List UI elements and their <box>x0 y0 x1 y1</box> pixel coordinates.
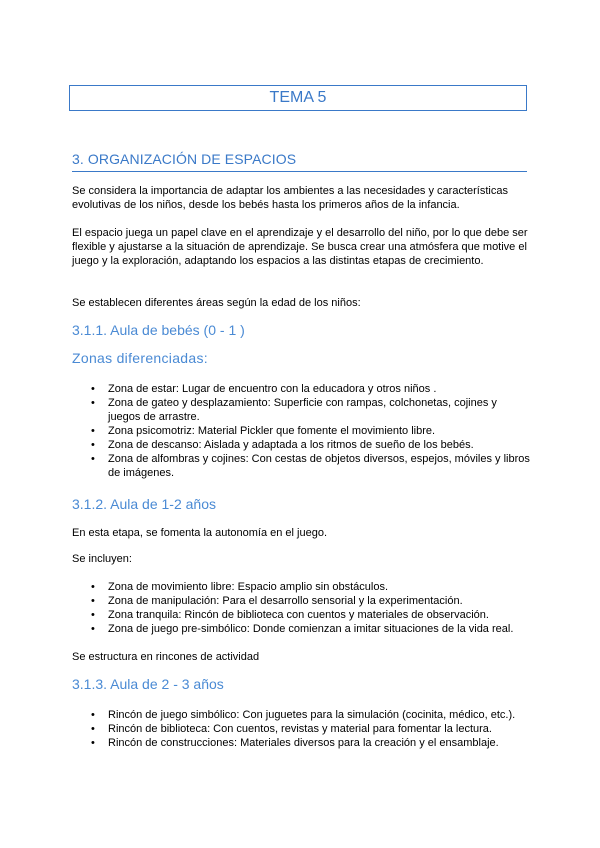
intro-paragraph-3: Se establecen diferentes áreas según la edad de los niños: <box>72 297 361 309</box>
list-item: • Zona de movimiento libre: Espacio amplio sin obstáculos. <box>72 580 532 594</box>
list-item: • Zona de descanso: Aislada y adaptada a los ritmos de sueño de los bebés. <box>72 438 532 452</box>
list-item: • Zona de alfombras y cojines: Con cestas de objetos diversos, espejos, móviles y libros de imágenes. <box>72 452 532 480</box>
section-heading: 3. ORGANIZACIÓN DE ESPACIOS <box>72 151 297 167</box>
zones-heading: Zonas diferenciadas: <box>72 350 208 366</box>
list-item: • Rincón de biblioteca: Con cuentos, revistas y material para fomentar la lectura. <box>72 722 532 736</box>
aula-1-2-list <box>72 580 532 636</box>
list-item: • Zona de estar: Lugar de encuentro con la educadora y otros niños . <box>72 382 532 396</box>
aula-2-3-list <box>72 708 532 750</box>
document-title: TEMA 5 <box>69 85 527 111</box>
aula-1-2-closing: Se estructura en rincones de actividad <box>72 651 260 663</box>
list-item: • Zona de gateo y desplazamiento: Superficie con rampas, colchonetas, cojines y juegos de arrastre. <box>72 396 532 424</box>
list-item: • Rincón de construcciones: Materiales diversos para la creación y el ensamblaje. <box>72 736 532 750</box>
list-item: • Rincón de juego simbólico: Con juguetes para la simulación (cocinita, médico, etc.). <box>72 708 532 722</box>
aula-1-2-includes: Se incluyen: <box>72 553 132 565</box>
aula-bebes-list <box>72 382 532 480</box>
list-item: • Zona psicomotriz: Material Pickler que fomente el movimiento libre. <box>72 424 532 438</box>
list-item: • Zona tranquila: Rincón de biblioteca con cuentos y materiales de observación. <box>72 608 532 622</box>
subheading-aula-1-2: 3.1.2. Aula de 1-2 años <box>72 496 216 512</box>
subheading-aula-2-3: 3.1.3. Aula de 2 - 3 años <box>72 676 224 692</box>
list-item: • Zona de juego pre-simbólico: Donde comienzan a imitar situaciones de la vida real. <box>72 622 532 636</box>
list-item: • Zona de manipulación: Para el desarrollo sensorial y la experimentación. <box>72 594 532 608</box>
intro-paragraph-1: Se considera la importancia de adaptar los ambientes a las necesidades y características evolutivas de los niños, desde los bebés hasta los primeros años de la infancia. <box>72 185 508 211</box>
subheading-aula-bebes: 3.1.1. Aula de bebés (0 - 1 ) <box>72 322 245 338</box>
aula-1-2-intro: En esta etapa, se fomenta la autonomía en el juego. <box>72 527 328 539</box>
intro-paragraph-2: El espacio juega un papel clave en el aprendizaje y el desarrollo del niño, por lo que debe ser flexible y ajustarse a la situación de aprendizaje. Se busca crear una atmósfera que motive el juego y la exploración, adaptando los espacios a las distintas etapas de crecimiento. <box>72 227 528 267</box>
section-divider <box>72 171 527 172</box>
